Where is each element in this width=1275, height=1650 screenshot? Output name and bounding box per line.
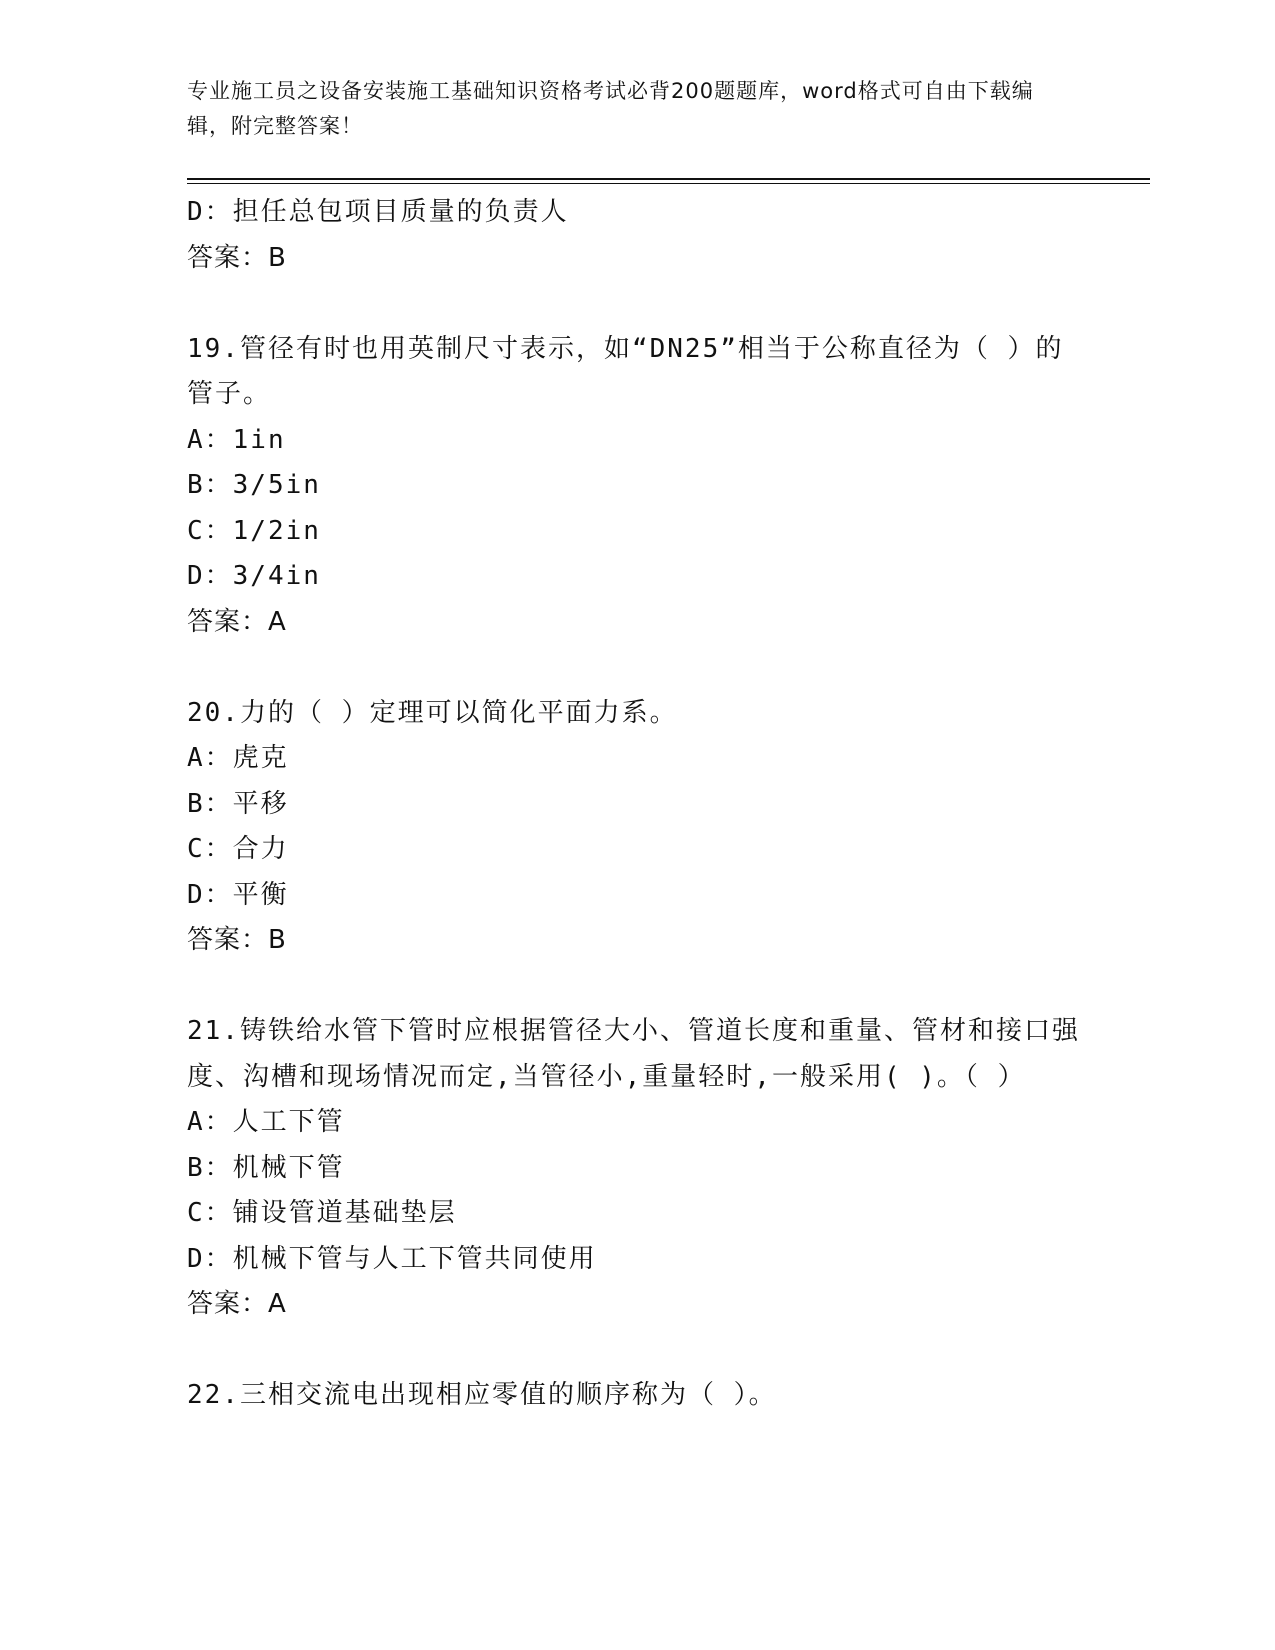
question-stem: 22.三相交流电出现相应零值的顺序称为（ ）。 (187, 1380, 777, 1410)
option-a: A：人工下管 (187, 1107, 345, 1137)
answer: 答案：A (187, 1289, 287, 1319)
option-a: A：虎克 (187, 743, 289, 773)
spacer (187, 1328, 1087, 1374)
page-header (187, 74, 1067, 144)
option-d: D：平衡 (187, 879, 289, 910)
option-a: A：1in (187, 424, 286, 455)
option-c: C：合力 (187, 834, 289, 864)
option-b: B：3/5in (187, 470, 321, 500)
question-stem: 21.铸铁给水管下管时应根据管径大小、管道长度和重量、管材和接口强度、沟槽和现场情况而定,当管径小,重量轻时,一般采用( )。（ ） (187, 1016, 1080, 1092)
option-c: C：1/2in (187, 515, 321, 546)
question-stem: 20.力的（ ）定理可以简化平面力系。 (187, 697, 678, 728)
answer: 答案：B (187, 242, 287, 273)
question-content (187, 190, 1087, 1419)
question-20 (187, 691, 1087, 964)
question-22 (187, 1373, 1087, 1419)
header-divider-thick (187, 178, 1150, 180)
header-text: 专业施工员之设备安装施工基础知识资格考试必背200题题库，word格式可自由下载编辑，附完整答案！ (187, 79, 1034, 138)
option-b: B：机械下管 (187, 1152, 345, 1183)
question-stem: 19.管径有时也用英制尺寸表示，如“DN25”相当于公称直径为（ ）的管子。 (187, 333, 1064, 409)
option-d: D：3/4in (187, 561, 321, 591)
header-divider-thin (187, 183, 1150, 184)
option-d: D：机械下管与人工下管共同使用 (187, 1243, 597, 1274)
question-19 (187, 327, 1087, 646)
option-c: C：铺设管道基础垫层 (187, 1198, 457, 1228)
answer: 答案：A (187, 606, 287, 637)
spacer (187, 964, 1087, 1010)
spacer (187, 281, 1087, 327)
option-d: D：担任总包项目质量的负责人 (187, 197, 569, 227)
question-21 (187, 1009, 1087, 1328)
spacer (187, 645, 1087, 691)
answer: 答案：B (187, 925, 287, 955)
option-b: B：平移 (187, 788, 289, 819)
